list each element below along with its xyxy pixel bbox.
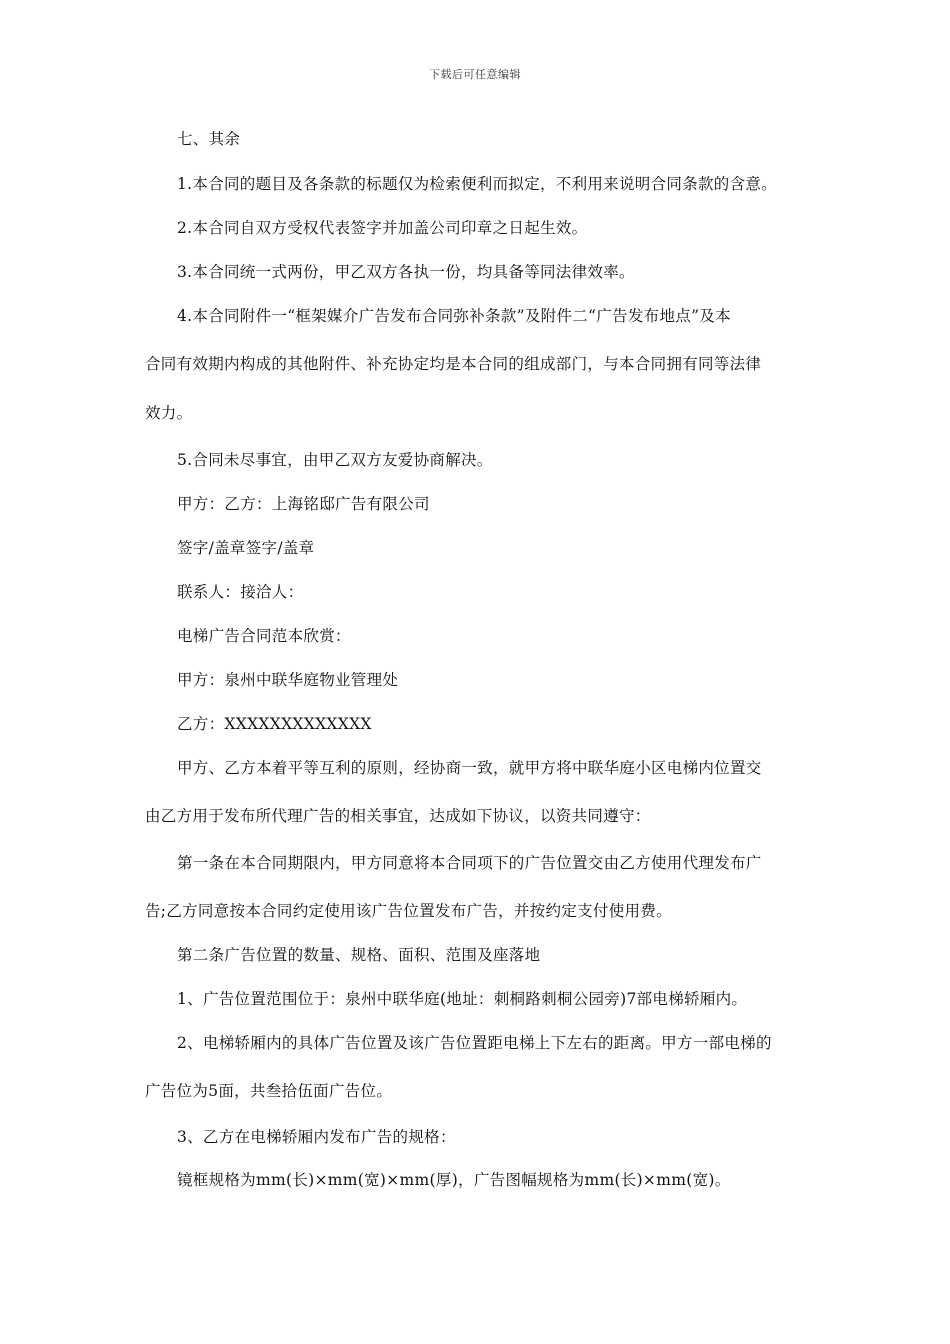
paragraph-line: 1、广告位置范围位于：泉州中联华庭(地址：刺桐路刺桐公园旁)7部电梯轿厢内。: [177, 990, 748, 1008]
paragraph-line: 合同有效期内构成的其他附件、补充协定均是本合同的组成部门，与本合同拥有同等法律: [145, 355, 762, 373]
paragraph-line: 2.本合同自双方受权代表签字并加盖公司印章之日起生效。: [177, 219, 588, 237]
paragraph-line: 1.本合同的题目及各条款的标题仅为检索便利而拟定，不利用来说明合同条款的含意。: [177, 175, 777, 193]
paragraph-line: 第二条广告位置的数量、规格、面积、范围及座落地: [177, 946, 541, 964]
paragraph-line: 甲方：泉州中联华庭物业管理处: [177, 671, 399, 689]
paragraph-line: 5.合同未尽事宜，由甲乙双方友爱协商解决。: [177, 451, 493, 469]
paragraph-line: 告;乙方同意按本合同约定使用该广告位置发布广告，并按约定支付使用费。: [145, 902, 672, 920]
paragraph-line: 广告位为5面，共叁拾伍面广告位。: [145, 1082, 393, 1100]
paragraph-line: 4.本合同附件一“框架媒介广告发布合同弥补条款”及附件二“广告发布地点”及本: [177, 307, 731, 325]
paragraph-line: 甲方、乙方本着平等互利的原则，经协商一致，就甲方将中联华庭小区电梯内位置交: [177, 759, 762, 777]
paragraph-line: 镜框规格为mm(长)×mm(宽)×mm(厚)，广告图幅规格为mm(长)×mm(宽)。: [177, 1171, 731, 1189]
paragraph-line: 由乙方用于发布所代理广告的相关事宜，达成如下协议，以资共同遵守：: [145, 807, 651, 825]
paragraph-line: 甲方：乙方：上海铭邸广告有限公司: [177, 495, 430, 513]
paragraph-line: 第一条在本合同期限内，甲方同意将本合同项下的广告位置交由乙方使用代理发布广: [177, 854, 762, 872]
paragraph-line: 乙方：XXXXXXXXXXXXX: [177, 715, 372, 733]
section-heading: 七、其余: [177, 130, 241, 148]
page-header: 下载后可任意编辑: [429, 68, 521, 81]
paragraph-line: 联系人：接洽人：: [177, 583, 304, 601]
paragraph-line: 3.本合同统一式两份，甲乙双方各执一份，均具备等同法律效率。: [177, 263, 635, 281]
paragraph-line: 2、电梯轿厢内的具体广告位置及该广告位置距电梯上下左右的距离。甲方一部电梯的: [177, 1034, 772, 1052]
paragraph-line: 效力。: [145, 404, 193, 422]
paragraph-line: 3、乙方在电梯轿厢内发布广告的规格：: [177, 1128, 456, 1146]
paragraph-line: 签字/盖章签字/盖章: [177, 539, 315, 557]
paragraph-line: 电梯广告合同范本欣赏：: [177, 627, 351, 645]
